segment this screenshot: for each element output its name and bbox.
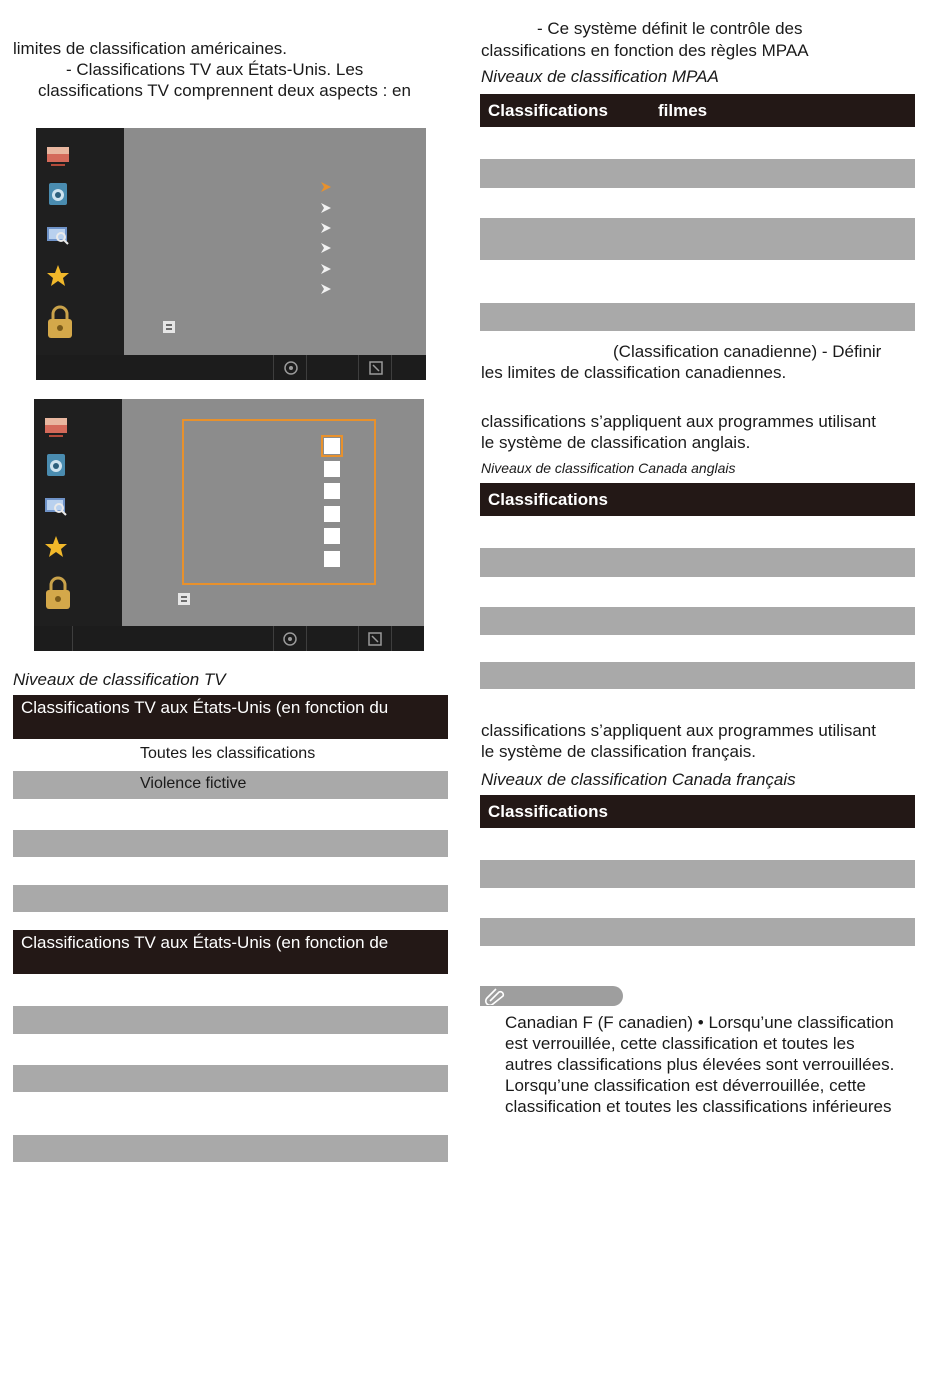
table-row <box>480 662 915 689</box>
exit-icon <box>369 361 383 375</box>
french-line-2: le système de classification français. <box>481 742 756 761</box>
rating-checkbox[interactable] <box>324 461 340 477</box>
table-row <box>13 1065 448 1092</box>
table-row <box>480 159 915 188</box>
table-row <box>13 741 448 769</box>
french-table-header <box>480 795 915 828</box>
tv-levels-title: Niveaux de classification TV <box>13 670 226 689</box>
table-1-row-2-text: Violence fictive <box>140 775 247 792</box>
tv-menu-screenshot-2 <box>34 399 424 651</box>
menu-arrow-icon <box>321 284 331 294</box>
lock-icon <box>44 575 72 611</box>
rating-popup <box>182 419 376 585</box>
menu-arrow-icon <box>321 243 331 253</box>
paperclip-icon <box>484 987 506 1005</box>
exit-icon <box>368 632 382 646</box>
menu-arrow-icon <box>321 264 331 274</box>
select-icon <box>284 361 298 375</box>
table-row <box>480 918 915 946</box>
setup-icon <box>46 224 70 248</box>
intro-line-3: classifications TV comprennent deux aspects : en <box>38 81 411 100</box>
sound-icon <box>46 182 70 206</box>
sound-icon <box>44 453 68 477</box>
english-table-header <box>480 483 915 516</box>
favorite-icon <box>44 535 68 559</box>
english-title: Niveaux de classification Canada anglais <box>481 460 736 476</box>
mpaa-line-1: - Ce système définit le contrôle des <box>537 19 803 38</box>
canada-line-2: les limites de classification canadiennes. <box>481 363 787 382</box>
tv-sidebar <box>34 399 122 626</box>
french-title: Niveaux de classification Canada français <box>481 770 796 789</box>
rating-checkbox[interactable] <box>324 506 340 522</box>
table-2-header <box>13 930 448 974</box>
back-icon <box>177 592 191 606</box>
table-1-header <box>13 695 448 739</box>
favorite-icon <box>46 264 70 288</box>
french-header-text: Classifications <box>488 802 608 821</box>
mpaa-header-b: filmes <box>658 101 708 120</box>
table-row <box>480 607 915 635</box>
table-1-header-text: Classifications TV aux États-Unis (en fonction du <box>21 698 389 717</box>
menu-arrow-icon <box>321 223 331 233</box>
rating-checkbox[interactable] <box>324 551 340 567</box>
back-icon <box>162 320 176 334</box>
table-row <box>13 830 448 857</box>
rating-checkbox[interactable] <box>324 438 340 454</box>
mpaa-title: Niveaux de classification MPAA <box>481 67 719 86</box>
table-2-header-text: Classifications TV aux États-Unis (en fonction de <box>21 933 389 952</box>
setup-icon <box>44 495 68 519</box>
table-row <box>13 1006 448 1034</box>
intro-line-2: - Classifications TV aux États-Unis. Les <box>66 60 364 79</box>
note-line-2: est verrouillée, cette classification et toutes les <box>505 1034 855 1053</box>
intro-line-1: limites de classification américaines. <box>13 39 287 58</box>
tv-menu-bar <box>34 626 424 651</box>
tv-menu-screenshot-1 <box>36 128 426 380</box>
english-header-text: Classifications <box>488 490 608 509</box>
note-line-1: Canadian F (F canadien) • Lorsqu’une classification <box>505 1013 894 1032</box>
note-line-3: autres classifications plus élevées sont verrouillées. <box>505 1055 895 1074</box>
lock-icon <box>46 304 74 340</box>
note-banner <box>480 986 623 1006</box>
french-line-1: classifications s’appliquent aux programmes utilisant <box>481 721 876 740</box>
table-row <box>13 771 448 799</box>
menu-arrow-icon <box>321 182 331 192</box>
mpaa-header-a: Classifications <box>488 101 608 120</box>
picture-icon <box>46 144 70 168</box>
tv-menu-bar <box>36 355 426 380</box>
select-icon <box>283 632 297 646</box>
english-line-1: classifications s’appliquent aux programmes utilisant <box>481 412 876 431</box>
table-row <box>13 885 448 912</box>
rating-checkbox[interactable] <box>324 483 340 499</box>
mpaa-line-2: classifications en fonction des règles MPAA <box>481 41 809 60</box>
note-line-4: Lorsqu’une classification est déverrouillée, cette <box>505 1076 866 1095</box>
rating-checkbox[interactable] <box>324 528 340 544</box>
english-line-2: le système de classification anglais. <box>481 433 751 452</box>
table-row <box>480 303 915 331</box>
mpaa-table-header <box>480 94 915 127</box>
canada-line-1: (Classification canadienne) - Définir <box>613 342 882 361</box>
table-row <box>13 1135 448 1162</box>
table-row <box>480 860 915 888</box>
note-line-5: classification et toutes les classifications inférieures <box>505 1097 892 1116</box>
table-row <box>480 548 915 577</box>
menu-arrow-icon <box>321 203 331 213</box>
table-1-row-1-text: Toutes les classifications <box>140 745 316 762</box>
picture-icon <box>44 415 68 439</box>
table-row <box>480 218 915 260</box>
tv-sidebar <box>36 128 124 355</box>
